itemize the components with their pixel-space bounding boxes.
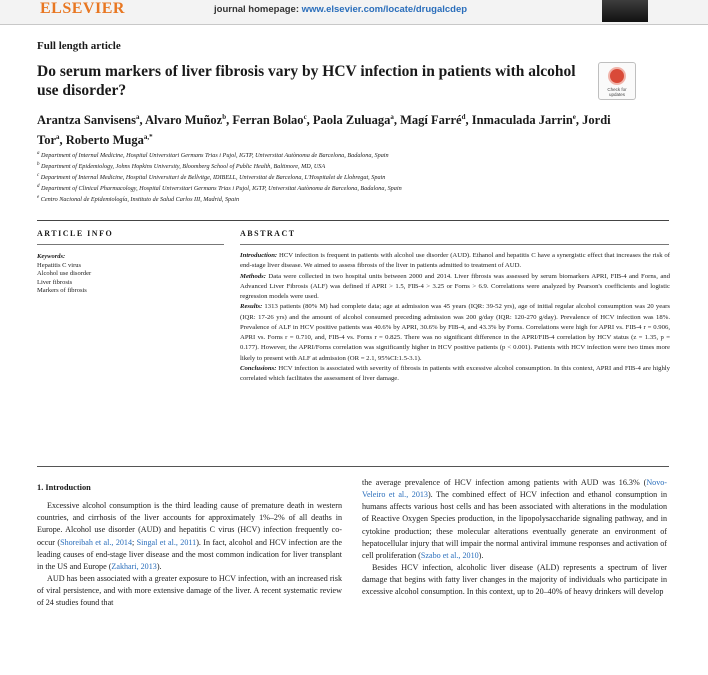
affiliation-marker: b — [37, 161, 40, 167]
abstract-conclusions — [240, 364, 670, 385]
body-paragraph — [362, 477, 667, 562]
crossmark-icon — [608, 67, 626, 85]
crossmark-check-for-updates[interactable] — [598, 62, 636, 100]
homepage-label: journal homepage: — [214, 4, 302, 15]
affiliation-item — [37, 161, 597, 172]
affiliation-marker: c — [37, 172, 40, 178]
divider-body — [37, 466, 669, 467]
article-info-rule — [37, 244, 224, 245]
body-column-right — [362, 477, 667, 599]
author-list — [37, 109, 637, 149]
keywords-label: Keywords: — [37, 253, 66, 260]
homepage-link[interactable]: www.elsevier.com/locate/drugalcdep — [301, 4, 468, 15]
affiliation-text: Department of Internal Medicine, Hospital Universitari Germans Trias i Pujol, IGTP, Universitat Autònoma de Barcelona, Badalona, Spain — [39, 152, 389, 160]
author-separator: , — [226, 113, 233, 128]
abstract-section-text: Data were collected in two hospital units between 2000 and 2014. Liver fibrosis was assessed by serum biomarkers APRI, FIB-4 and Forns, and Advanced Liver Fibrosis (ALF) was defined if APRI > 1.5, FIB-4 > 3.25 or Forns > 6.9. Correlations were analyzed by Pearson's coefficients and logistic regression models were used. — [240, 272, 670, 300]
paragraph-text: ). The combined effect of HCV infection and ethanol consumption in humans affects various host cells and has been associated with alterations in the modulation of Reactive Oxygen Species production, in the lipopolysaccharide signaling pathway, and in cytokine production; these molecular alterations eventually generate an environment of hepatocellular injury that will impair the normal antiviral immune responses and activation of cell proliferation ( — [362, 490, 668, 560]
affiliation-text: Department of Internal Medicine, Hospital Universitari de Bellvitge, IDIBELL, Universitat de Barcelona, L'Hospitalet de Llobregat, Spain — [39, 174, 386, 181]
article-title: Do serum markers of liver fibrosis vary by HCV infection in patients with alcohol use disorder? — [37, 63, 576, 99]
section-heading-introduction: 1. Introduction — [37, 483, 91, 492]
left-paragraphs — [37, 500, 342, 609]
author-separator: , — [59, 133, 66, 148]
citation-link[interactable]: Shoreibah et al., 2014 — [60, 537, 133, 547]
citation-link[interactable]: Singal et al., 2011 — [136, 537, 197, 547]
abstract-introduction — [240, 251, 670, 272]
author-affiliation-marker[interactable]: a,* — [143, 133, 153, 142]
right-paragraphs — [362, 477, 667, 599]
affiliation-text: Centro Nacional de Epidemiología, Instituto de Salud Carlos III, Madrid, Spain — [39, 195, 240, 203]
abstract-section-text: 1313 patients (80% M) had complete data; age at admission was 45 years (IQR: 39-52 yrs), age of initial regular alcohol consumption was 20 years (IQR: 17-26 yrs) and the amount of alcohol consumed preceding admission was 200 g/day (IQR: 120-270 g/day). Prevalence of HCV infection was 18%. Prevalence of ALF in HCV positive patients was 40.6% by APRI, 30.6% by FIB-4, and 43.3% by Forns. Correlations were high for APRI vs. FIB-4 r = 0.906, APRI vs. Forns r = 0.710, and, FIB-4 vs. Forns r = 0.825. There was no significant difference in the APRI/FIB-4 correlation by HCV status (z = 1.35, p = 0.177). However, the APRI/Forns correlation was significantly higher in HCV positive patients (p < 0.001). Patients with HCV infection were two times more likely to present with ALF at admission (OR = 2.1, 95%CI:1.5-3.1). — [240, 303, 670, 362]
paragraph-text: the average prevalence of HCV infection among patients with AUD was 16.3% ( — [362, 478, 647, 487]
author-name[interactable]: Paola Zuluaga — [312, 113, 391, 128]
keyword-item: Hepatitis C virus — [37, 261, 82, 269]
paragraph-text: AUD has been associated with a greater exposure to HCV infection, with an increased risk of viral persistence, and with more extensive damage of the liver. A recent systematic review of 24 studies found that — [37, 574, 342, 608]
abstract-rule — [240, 244, 669, 245]
paragraph-text: Excessive alcohol consumption is the third leading cause of premature death in western countries, and cirrhosis of the liver accounts for approximately 1%–2% of all deaths in Europe. Alcohol use disorder (AUD) and hepatitis C virus (HCV) infection frequently co-occur ( — [37, 501, 342, 547]
abstract-section-label: Introduction: — [240, 252, 278, 259]
keyword-item: Alcohol use disorder — [37, 270, 92, 278]
author-name[interactable]: Ferran Bolao — [232, 113, 304, 128]
author-affiliation-marker[interactable]: a — [56, 133, 60, 142]
body-paragraph — [37, 500, 342, 573]
author-separator: , — [393, 113, 401, 128]
citation-link[interactable]: Zakhari, 2013 — [111, 561, 157, 571]
journal-cover-thumbnail[interactable] — [602, 0, 648, 22]
author-separator: , — [306, 113, 313, 128]
author-name[interactable]: Alvaro Muñoz — [145, 113, 223, 128]
affiliation-marker: a — [37, 151, 40, 156]
citation-link[interactable]: Szabo et al., 2010 — [420, 550, 479, 560]
author-separator: , — [139, 113, 146, 128]
body-paragraph — [362, 562, 667, 598]
author-name[interactable]: Inmaculada Jarrin — [471, 113, 573, 128]
keyword-item: Markers of fibrosis — [37, 287, 87, 295]
abstract-section-label: Methods: — [240, 272, 267, 280]
affiliations — [37, 150, 597, 205]
paragraph-text: ). — [478, 550, 484, 560]
journal-header-band — [0, 0, 708, 25]
abstract-section-text: HCV infection is associated with severity of fibrosis in patients with excessive alcohol consumption. In this context, APRI and FIB-4 are highly correlated which facilitates the assessment of liver damage. — [240, 364, 670, 382]
author-affiliation-marker[interactable]: b — [222, 113, 227, 121]
author-name[interactable]: Magí Farré — [400, 113, 462, 128]
article-info-heading: ARTICLE INFO — [37, 229, 114, 238]
paragraph-text: ). — [156, 561, 162, 571]
journal-homepage — [214, 4, 467, 15]
author-name[interactable]: Roberto Muga — [65, 133, 144, 148]
citation-link[interactable]: Novo-Veleiro et al., 2013 — [362, 478, 667, 500]
paragraph-text: ). In fact, alcohol and HCV infection are the leading causes of end-stage liver disease and the most common indication for liver transplant in the US and Europe ( — [37, 537, 342, 571]
body-paragraph — [37, 573, 342, 609]
affiliation-item — [37, 194, 597, 205]
abstract-section-text: HCV infection is frequent in patients with alcohol use disorder (AUD). Ethanol and hepatitis C have a synergistic effect that increases the risk of end-stage liver disease. We aimed to assess fibrosis of the liver in patients admitted to treatment of AUD. — [240, 252, 670, 270]
author-affiliation-marker[interactable]: d — [461, 113, 466, 121]
affiliation-text: Department of Epidemiology, Johns Hopkins University, Bloomberg School of Public Health, Baltimore, MD, USA — [39, 163, 326, 171]
affiliation-marker: e — [37, 194, 40, 200]
affiliation-item — [37, 150, 597, 161]
abstract-heading: ABSTRACT — [240, 229, 296, 238]
abstract-section-label: Results: — [240, 303, 263, 311]
body-column-left — [37, 482, 342, 610]
author-separator: , — [575, 113, 583, 128]
author-affiliation-marker[interactable]: e — [572, 113, 576, 121]
affiliation-item — [37, 183, 597, 194]
crossmark-label: Check for updates — [607, 87, 627, 97]
affiliation-marker: d — [37, 183, 40, 189]
affiliation-item — [37, 172, 597, 183]
divider-top — [37, 220, 669, 221]
abstract-methods — [240, 272, 670, 303]
author-name[interactable]: Jordi Tor — [37, 113, 611, 148]
paragraph-text: ; — [132, 537, 137, 547]
author-affiliation-marker[interactable]: a — [390, 113, 394, 121]
author-affiliation-marker[interactable]: c — [303, 113, 307, 121]
keywords-block — [37, 253, 91, 296]
author-name[interactable]: Arantza Sanvisens — [37, 113, 136, 128]
abstract-results — [240, 302, 670, 364]
affiliation-text: Department of Clinical Pharmacology, Hospital Universitari Germans Trias i Pujol, IGTP, Universitat Autònoma de Barcelona, Badalona, Spain — [39, 184, 402, 192]
article-type: Full length article — [37, 40, 121, 52]
keyword-item: Liver fibrosis — [37, 278, 73, 286]
publisher-logo[interactable]: ELSEVIER — [40, 0, 125, 17]
abstract-section-label: Conclusions: — [240, 364, 277, 372]
author-separator: , — [465, 113, 472, 128]
paragraph-text: Besides HCV infection, alcoholic liver disease (ALD) represents a spectrum of liver damage that begins with fatty liver changes in the majority of individuals who participate in excessive alcohol consumption. In this context, up to 20–40% of heavy drinkers will develop — [362, 563, 667, 597]
author-affiliation-marker[interactable]: a — [135, 113, 140, 121]
abstract-body — [240, 251, 670, 384]
